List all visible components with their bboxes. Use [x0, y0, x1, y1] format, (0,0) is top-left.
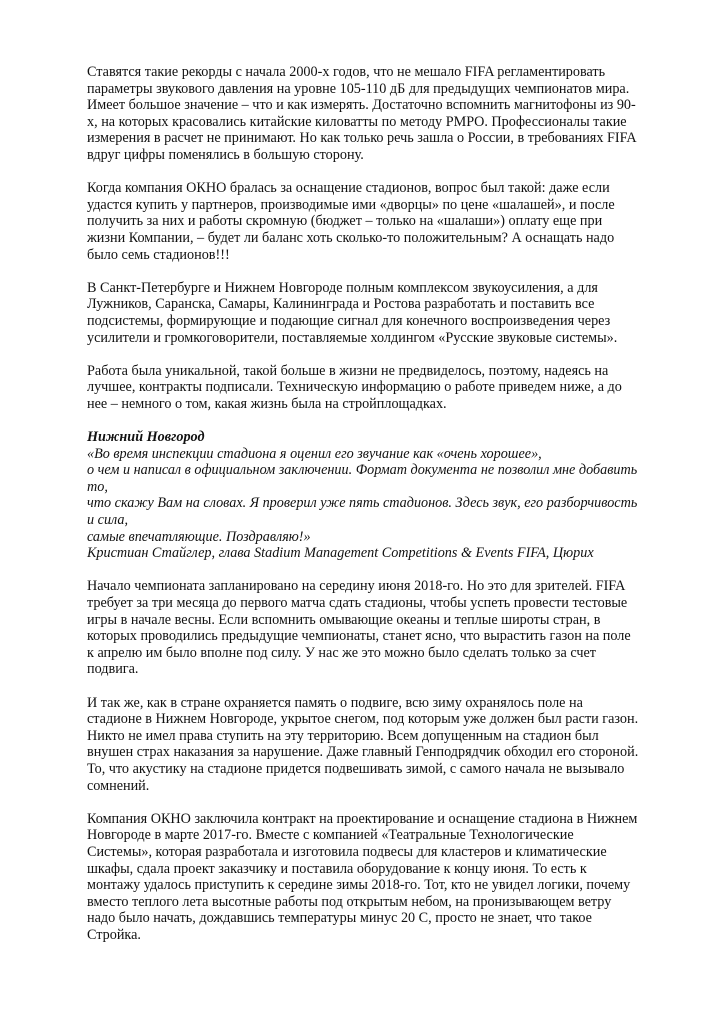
paragraph-fifa-records: Ставятся такие рекорды с начала 2000-х годов, что не мешало FIFA регламентировать параметры звукового давления на уровне 105-110 дБ для предыдущих чемпионатов мира. Имеет большое значение – что и как измерять. Достаточно вспомнить магнитофоны из 90-х, на которых красовались китайские киловатты по методу PMPO. Профессионалы такие измерения в расчет не принимают. Но как только речь зашла о России, в требованиях FIFA вдруг цифры поменялись в большую сторону.	[87, 64, 636, 163]
section-nizhny-novgorod	[87, 429, 639, 562]
quote-attribution: Кристиан Стайглер, глава Stadium Management Competitions & Events FIFA, Цюрих	[87, 545, 594, 562]
paragraph-cities: В Санкт-Петербурге и Нижнем Новгороде полным комплексом звукоусиления, а для Лужников, Саранска, Самары, Калининграда и Ростова разработать и поставить все подсистемы, формирующие и подающие сигнал для конечного воспроизведения через усилители и громкоговорители, поставляемые холдингом «Русские звуковые системы».	[87, 279, 618, 346]
document-page	[87, 64, 639, 960]
quote-line: что скажу Вам на словах. Я проверил уже пять стадионов. Здесь звук, его разборчивость и сила,	[87, 495, 638, 529]
paragraph-field-guarded: И так же, как в стране охраняется память о подвиге, всю зиму охранялось поле на стадионе в Нижнем Новгороде, укрытое снегом, под которым уже должен был расти газон. Никто не имел права ступить на эту территорию. Всем допущенным на стадион был внушен страх наказания за нарушение. Даже главный Генподрядчик обходил его стороной. То, что акустику на стадионе придется подвешивать зимой, с самого начала не вызывало сомнений.	[87, 694, 639, 794]
paragraph-unique-work: Работа была уникальной, такой больше в жизни не предвиделось, поэтому, надеясь на лучшее, контракты подписали. Техническую информацию о работе приведем ниже, а до нее – немного о том, какая жизнь была на стройплощадках.	[87, 362, 622, 412]
quote-line: самые впечатляющие. Поздравляю!»	[87, 528, 311, 545]
section-title: Нижний Новгород	[87, 429, 205, 446]
quote-line: «Во время инспекции стадиона я оценил его звучание как «очень хорошее»,	[87, 445, 542, 462]
paragraph-contract: Компания ОКНО заключила контракт на проектирование и оснащение стадиона в Нижнем Новгороде в марте 2017-го. Вместе с компанией «Театральные Технологические Системы», которая разработала и изготовила подвесы для кластеров и климатические шкафы, сдала проект заказчику и поставила оборудование к концу июня. То есть к монтажу удалось приступить к середине зимы 2018-го. Тот, кто не увидел логики, почему вместо теплого лета высотные работы под открытым небом, на пронизывающем ветру надо было начать, дождавшись температуры минус 20 С, просто не знает, что такое Стройка.	[87, 810, 638, 943]
quote-line: о чем и написал в официальном заключении. Формат документа не позволил мне добавить то,	[87, 462, 638, 495]
paragraph-okno-stadiums: Когда компания ОКНО бралась за оснащение стадионов, вопрос был такой: даже если удастся купить у партнеров, производимые ими «дворцы» по цене «шалашей», и после получить за них и работы скромную (бюджет – только на «шалаши») оплату еще при жизни Компании, – будет ли баланс хоть сколько-то положительным? А оснащать надо было семь стадионов!!!	[87, 180, 615, 263]
paragraph-championship-start: Начало чемпионата запланировано на середину июня 2018-го. Но это для зрителей. FIFA требует за три месяца до первого матча сдать стадионы, чтобы успеть провести тестовые игры в начале весны. Если вспомнить омывающие океаны и теплые широты стран, в которых проводились предыдущие чемпионаты, станет ясно, что вырастить газон на поле к апрелю им было вполне под силу. У нас же это можно было сделать только за счет подвига.	[87, 578, 631, 678]
